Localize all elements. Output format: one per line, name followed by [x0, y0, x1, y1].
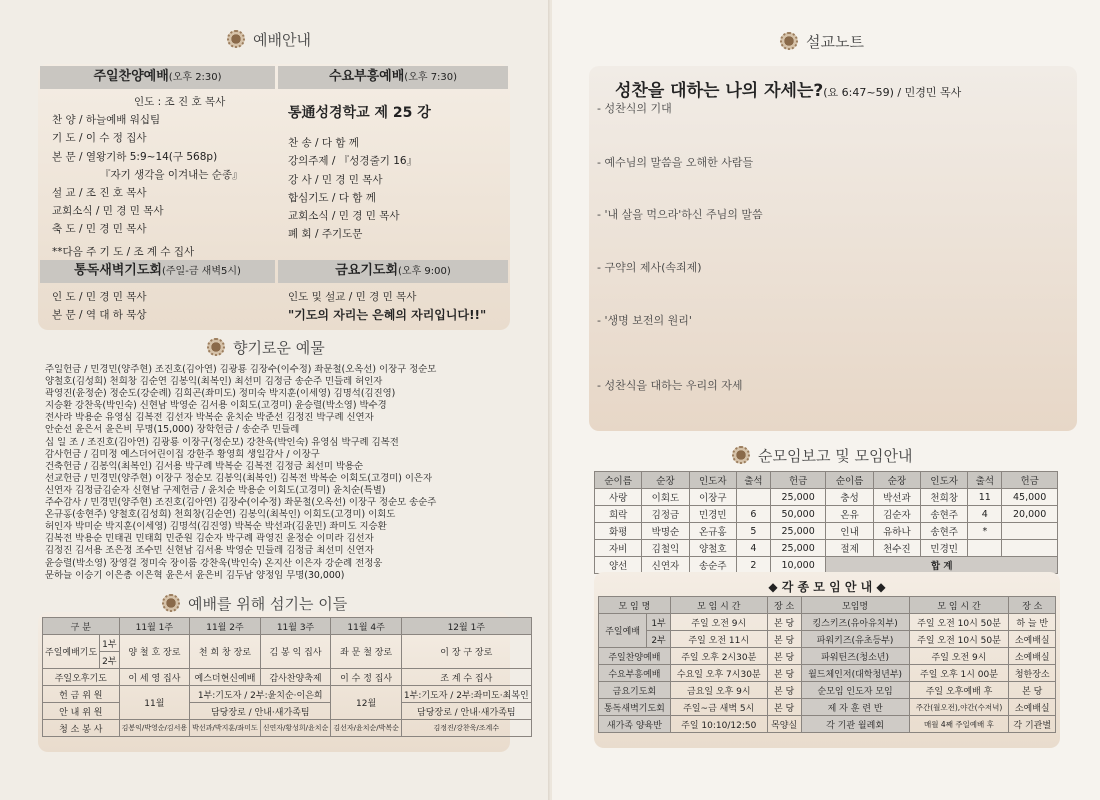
- sermon-point: - 성찬식의 기대: [597, 102, 672, 115]
- servers-header-cell: 11월 3주: [260, 618, 331, 635]
- groups-cell: 김순자: [873, 506, 920, 523]
- meetings-cell: 주일 오전 10시 50분: [909, 631, 1009, 648]
- groups-cell: 이장구: [689, 489, 736, 506]
- meetings-table: [598, 596, 1056, 733]
- servers-cell: 예스더현신예배: [190, 669, 261, 686]
- wednesday-header: [278, 66, 508, 89]
- sunday-line: 기 도 / 이 수 정 집사: [52, 132, 147, 145]
- meetings-cell: 소예배실: [1009, 631, 1056, 648]
- wednesday-title: 수요부흥예배: [328, 69, 405, 84]
- meetings-cell: 금요일 오후 9시: [670, 682, 767, 699]
- sermon-point: - '생명 보전의 원리': [597, 314, 692, 327]
- servers-cell: 신연자/황성희/윤치순: [260, 720, 331, 737]
- friday-quote: "기도의 자리는 은혜의 자리입니다!!": [288, 308, 487, 323]
- groups-cell: 충성: [826, 489, 873, 506]
- offering-line: 김정진 김서용 조은정 조수민 신현남 김서용 박영순 민들레 김정금 최선미 신연자: [45, 545, 374, 557]
- groups-cell: 25,000: [770, 540, 826, 557]
- flower-icon: [225, 28, 247, 50]
- meetings-cell: 주일 오후 1시 00분: [909, 665, 1009, 682]
- meetings-cell: 금요기도회: [599, 682, 671, 699]
- worship-title-text: 예배안내: [253, 30, 311, 49]
- groups-cell: 자비: [595, 540, 642, 557]
- sunday-order: [52, 93, 243, 261]
- meetings-cell: 목양실: [767, 716, 801, 733]
- meetings-header-cell: 모 임 시 간: [909, 597, 1009, 614]
- groups-cell: 박선과: [873, 489, 920, 506]
- offering-title-text: 향기로운 예물: [233, 338, 325, 357]
- meetings-cell: 주일 오전 9시: [670, 614, 767, 631]
- offering-line: 김복전 박용순 민태권 민태희 민준원 김순자 박구례 곽영진 윤정순 이미라 김선자: [45, 533, 374, 545]
- servers-month: 11월: [119, 686, 190, 720]
- groups-header-cell: 순장: [642, 472, 689, 489]
- sunday-line: 『자기 생각을 이겨내는 순종』: [100, 168, 243, 181]
- offering-line: 건축헌금 / 김봉익(최복인) 김서용 박구례 박복순 김복전 김정금 최선미 박용순: [45, 460, 364, 472]
- sunday-line: **다음 주 기 도 / 조 계 수 집사: [52, 245, 195, 258]
- dawn-line: 본 문 / 역 대 하 묵상: [52, 309, 147, 322]
- meetings-cell: 수요일 오후 7시30분: [670, 665, 767, 682]
- meetings-cell: 매월 4째 주일예배 후: [909, 716, 1009, 733]
- servers-cell: 박선과/박지훈/좌미도: [190, 720, 261, 737]
- friday-time: (오후 9:00): [398, 266, 451, 277]
- groups-cell: 인내: [826, 523, 873, 540]
- groups-header-cell: 순이름: [595, 472, 642, 489]
- meetings-cell: 본 당: [767, 699, 801, 716]
- meetings-cell: 주일~금 새벽 5시: [670, 699, 767, 716]
- offering-line: 온규홍(송현주) 양철호(김성희) 천희창(김순연) 김봉익(최복인) 이회도(고경미) 이회도: [45, 509, 396, 521]
- groups-header-cell: 헌금: [770, 472, 826, 489]
- groups-cell: 희락: [595, 506, 642, 523]
- groups-header-cell: 출석: [736, 472, 770, 489]
- servers-row-label: 청 소 봉 사: [43, 720, 120, 737]
- groups-row: [595, 506, 1058, 523]
- friday-line: 인도 및 설교 / 민 경 민 목사: [288, 291, 417, 303]
- servers-title-text: 예배를 위해 섬기는 이들: [188, 594, 348, 613]
- servers-cell: 이 장 구 장로: [401, 635, 531, 669]
- groups-cell: 이회도: [642, 489, 689, 506]
- servers-sub-label: 1부: [100, 635, 119, 652]
- flower-icon: [160, 592, 182, 614]
- meetings-header-cell: 장 소: [767, 597, 801, 614]
- servers-header-cell: 11월 2주: [190, 618, 261, 635]
- servers-row-label: 주일오후기도: [43, 669, 120, 686]
- offering-line: 신연자 김정금김순자 신현남 구제헌금 / 윤치순 박용순 이회도(고경미) 윤치순(특별): [45, 484, 386, 496]
- servers-cell: 감사찬양축제: [260, 669, 331, 686]
- meetings-cell: 순모임 인도자 모임: [801, 682, 909, 699]
- meetings-cell: 새가족 양육반: [599, 716, 671, 733]
- flower-icon: [205, 336, 227, 358]
- sunday-title: 주일찬양예배: [93, 69, 169, 84]
- sunday-header: [40, 66, 275, 89]
- servers-header-cell: 11월 4주: [331, 618, 402, 635]
- servers-row-label: 헌 금 위 원: [43, 686, 120, 703]
- servers-cell: 이 수 정 집사: [331, 669, 402, 686]
- groups-row: [595, 489, 1058, 506]
- servers-table: [42, 617, 532, 737]
- groups-header-cell: 순장: [873, 472, 920, 489]
- meetings-cell: 주일 오후예배 후: [909, 682, 1009, 699]
- meetings-cell: 본 당: [767, 631, 801, 648]
- meetings-cell: 청한장소: [1009, 665, 1056, 682]
- wednesday-heading: 통通성경학교 제 25 강: [288, 105, 431, 121]
- offering-section-title: [205, 336, 325, 358]
- meetings-cell: 주일찬양예배: [599, 648, 671, 665]
- sermon-title: [615, 76, 961, 101]
- meetings-header-cell: 모 임 시 간: [670, 597, 767, 614]
- sunday-line: 본 문 / 열왕기하 5:9~14(구 568p): [52, 150, 218, 163]
- sermon-reference: (요 6:47~59) / 민경민 목사: [823, 86, 962, 99]
- groups-cell: 유하나: [873, 523, 920, 540]
- wednesday-line: 강 사 / 민 경 민 목사: [288, 173, 383, 186]
- offering-list: [45, 364, 510, 582]
- groups-cell: 박명순: [642, 523, 689, 540]
- meetings-cell: 본 당: [767, 665, 801, 682]
- meetings-cell: 수요부흥예배: [599, 665, 671, 682]
- offering-line: 감사헌금 / 김미정 예스더어린이집 강한주 황영희 생일감사 / 이장구: [45, 448, 320, 460]
- wednesday-time: (오후 7:30): [404, 72, 458, 83]
- groups-cell: [1002, 523, 1058, 540]
- offering-line: 윤승렬(박소영) 장영걸 정미숙 장이룸 강찬욱(박인숙) 온지산 이은자 강순례 전정웅: [45, 557, 383, 569]
- groups-cell: 45,000: [1002, 489, 1058, 506]
- flower-icon: [778, 30, 800, 52]
- meetings-cell: 킹스키즈(유아유치부): [801, 614, 909, 631]
- meetings-cell: 통독새벽기도회: [599, 699, 671, 716]
- sunday-line: 축 도 / 민 경 민 목사: [52, 223, 147, 236]
- servers-cell: 1부:기도자 / 2부:좌미도·최복인: [401, 686, 531, 703]
- groups-cell: 5: [736, 523, 770, 540]
- groups-title-text: 순모임보고 및 모임안내: [758, 446, 913, 465]
- groups-cell: 2: [736, 557, 770, 574]
- meetings-cell: 본 당: [767, 648, 801, 665]
- meetings-cell: 파워키즈(유초등부): [801, 631, 909, 648]
- groups-header-cell: 인도자: [689, 472, 736, 489]
- servers-cell: 양 철 호 장로: [119, 635, 190, 669]
- wednesday-line: 합심기도 / 다 함 께: [288, 191, 376, 204]
- servers-cell: 김정진/강찬욱/조계수: [401, 720, 531, 737]
- sunday-line: 교회소식 / 민 경 민 목사: [52, 205, 164, 218]
- groups-cell: 천수진: [873, 540, 920, 557]
- wednesday-line: 찬 송 / 다 함 께: [288, 137, 359, 150]
- servers-section-title: [160, 592, 347, 614]
- servers-header-cell: 12월 1주: [401, 618, 531, 635]
- dawn-line: 인 도 / 민 경 민 목사: [52, 291, 147, 303]
- servers-row-label: 주일예배기도: [43, 635, 100, 669]
- friday-order: [288, 288, 486, 324]
- meetings-header-cell: 장 소: [1009, 597, 1056, 614]
- groups-cell: [736, 489, 770, 506]
- flower-icon: [730, 444, 752, 466]
- servers-cell: 좌 문 철 장로: [331, 635, 402, 669]
- servers-sub-label: 2부: [100, 652, 119, 669]
- meetings-cell: 주일 오후 2시30분: [670, 648, 767, 665]
- groups-section-title: [730, 444, 912, 466]
- offering-line: 곽영진(윤정순) 정순도(강순례) 김희곤(좌미도) 정미숙 박지훈(이세영) 김명석(김진영): [45, 388, 396, 400]
- servers-cell: 조 계 수 집사: [401, 669, 531, 686]
- meetings-cell: 본 당: [767, 682, 801, 699]
- groups-cell: 양철호: [689, 540, 736, 557]
- meetings-cell: 소예배실: [1009, 648, 1056, 665]
- offering-line: 문하늘 이승기 이은총 이은혁 윤은서 윤은비 김두남 양정임 무명(30,000): [45, 569, 345, 581]
- servers-month: 12월: [331, 686, 402, 720]
- meetings-cell: 주일 10:10/12:50: [670, 716, 767, 733]
- meetings-cell: 월드체인저(대학청년부): [801, 665, 909, 682]
- servers-cell: 천 희 창 장로: [190, 635, 261, 669]
- groups-cell: 민경민: [689, 506, 736, 523]
- sermon-notes-box: [589, 66, 1077, 431]
- offering-line: 전사라 박용순 유영심 김복전 김선자 박복순 윤치순 박준선 김정진 박구례 신연자: [45, 412, 374, 424]
- groups-header-cell: 헌금: [1002, 472, 1058, 489]
- servers-header-cell: 11월 1주: [119, 618, 190, 635]
- groups-total: 합 계: [826, 557, 1058, 574]
- offering-line: 십 일 조 / 조진호(김아연) 김광룡 이장구(정순모) 강찬욱(박인숙) 유영심 박구례 김복전: [45, 436, 399, 448]
- meetings-cell: 1부: [647, 614, 671, 631]
- groups-cell: 송현주: [921, 506, 968, 523]
- meetings-cell: 파워틴즈(청소년): [801, 648, 909, 665]
- meetings-title: ◆ 각 종 모 임 안 내 ◆: [768, 580, 886, 594]
- sunday-time: (오후 2:30): [168, 72, 222, 83]
- groups-cell: 50,000: [770, 506, 826, 523]
- meetings-cell: 본 당: [767, 614, 801, 631]
- worship-section-title: [225, 28, 311, 50]
- groups-cell: 25,000: [770, 489, 826, 506]
- servers-cell: 김선자/윤치순/박복순: [331, 720, 402, 737]
- groups-cell: 20,000: [1002, 506, 1058, 523]
- meetings-cell: 하 늘 반: [1009, 614, 1056, 631]
- groups-cell: [1002, 540, 1058, 557]
- meetings-cell: 주일예배: [599, 614, 647, 648]
- dawn-order: [52, 288, 147, 324]
- sunday-line: 찬 양 / 하늘예배 워십팀: [52, 114, 161, 127]
- sermon-point: - 구약의 제사(속죄제): [597, 261, 702, 274]
- dawn-time: (주일-금 새벽5시): [161, 266, 241, 277]
- groups-cell: 양선: [595, 557, 642, 574]
- groups-cell: 25,000: [770, 523, 826, 540]
- friday-title: 금요기도회: [335, 263, 399, 278]
- meetings-cell: 주일 오전 10시 50분: [909, 614, 1009, 631]
- groups-cell: 11: [968, 489, 1002, 506]
- groups-cell: 신연자: [642, 557, 689, 574]
- groups-cell: 천희창: [921, 489, 968, 506]
- groups-cell: 6: [736, 506, 770, 523]
- friday-header: [278, 260, 508, 283]
- meetings-cell: 각 기관별: [1009, 716, 1056, 733]
- groups-header-cell: 출석: [968, 472, 1002, 489]
- sunday-line: 설 교 / 조 진 호 목사: [52, 187, 147, 200]
- meetings-header-cell: 모임명: [801, 597, 909, 614]
- offering-line: 지승환 강찬욱(박인숙) 신현남 박영순 김서용 이회도(고경미) 윤승렬(박소영) 박수경: [45, 400, 387, 412]
- servers-cell: 이 세 영 집사: [119, 669, 190, 686]
- groups-cell: 4: [736, 540, 770, 557]
- sermon-point: - 예수님의 말씀을 오해한 사람들: [597, 156, 754, 169]
- groups-row: [595, 523, 1058, 540]
- groups-cell: 온규홍: [689, 523, 736, 540]
- groups-cell: 민경민: [921, 540, 968, 557]
- groups-cell: 온유: [826, 506, 873, 523]
- meetings-cell: 본 당: [1009, 682, 1056, 699]
- offering-line: 허인자 박미순 박지훈(이세영) 김명석(김진영) 박복순 박선과(김윤민) 좌미도 지승환: [45, 521, 387, 533]
- offering-line: 선교헌금 / 민경민(양주현) 이장구 정순모 김봉익(최복인) 김복전 박복순 이회도(고경미) 이은자: [45, 472, 433, 484]
- groups-cell: 화평: [595, 523, 642, 540]
- groups-cell: 김정금: [642, 506, 689, 523]
- servers-cell: 김 봉 익 집사: [260, 635, 331, 669]
- servers-row-label: 안 내 위 원: [43, 703, 120, 720]
- meetings-cell: 소예배실: [1009, 699, 1056, 716]
- groups-cell: 송순주: [689, 557, 736, 574]
- meetings-cell: 주일 오전 9시: [909, 648, 1009, 665]
- meetings-cell: 2부: [647, 631, 671, 648]
- servers-cell: 김봉익/박영순/김서용: [119, 720, 190, 737]
- offering-line: 안순선 윤은서 윤은비 무명(15,000) 장학헌금 / 송순주 민들레: [45, 424, 300, 436]
- groups-cell: 사랑: [595, 489, 642, 506]
- servers-cell: 담당장로 / 안내·새가족팀: [190, 703, 331, 720]
- groups-cell: 절제: [826, 540, 873, 557]
- sermon-point: - 성찬식을 대하는 우리의 자세: [597, 379, 743, 392]
- groups-cell: [968, 540, 1002, 557]
- groups-cell: 김철익: [642, 540, 689, 557]
- notes-section-title: [778, 30, 864, 52]
- offering-line: 양철호(김성희) 천희창 김순연 김봉익(최복인) 최선미 김정금 송순주 민들레 허인자: [45, 376, 383, 388]
- servers-cell: 1부:기도자 / 2부:윤치순·이은희: [190, 686, 331, 703]
- dawn-header: [40, 260, 275, 283]
- meetings-header-cell: 모 임 명: [599, 597, 671, 614]
- meetings-cell: 각 기관 월례회: [801, 716, 909, 733]
- wednesday-line: 강의주제 / 『성경줄기 16』: [288, 155, 418, 168]
- servers-cell: 담당장로 / 안내·새가족팀: [401, 703, 531, 720]
- groups-cell: 송현주: [921, 523, 968, 540]
- sunday-line: 인도 : 조 진 호 목사: [134, 96, 226, 108]
- sermon-title-text: 성찬을 대하는 나의 자세는?: [615, 81, 824, 101]
- groups-table: [594, 471, 1058, 574]
- meetings-cell: 주간(월오전),야간(수저녁): [909, 699, 1009, 716]
- groups-row: [595, 557, 1058, 574]
- wednesday-order: [288, 104, 431, 243]
- dawn-title: 통독새벽기도회: [74, 263, 162, 278]
- groups-cell: 10,000: [770, 557, 826, 574]
- sermon-point: - '내 살을 먹으라'하신 주님의 말씀: [597, 208, 763, 221]
- wednesday-line: 폐 회 / 주기도문: [288, 228, 363, 241]
- groups-cell: 4: [968, 506, 1002, 523]
- meetings-cell: 제 자 훈 련 반: [801, 699, 909, 716]
- groups-header-cell: 인도자: [921, 472, 968, 489]
- meetings-cell: 주일 오전 11시: [670, 631, 767, 648]
- groups-header-cell: 순이름: [826, 472, 873, 489]
- groups-row: [595, 540, 1058, 557]
- wednesday-line: 교회소식 / 민 경 민 목사: [288, 210, 400, 223]
- offering-line: 주수감사 / 민경민(양주현) 조진호(김아연) 김장수(이수정) 좌문철(오옥선) 이장구 정순모 송순주: [45, 497, 437, 509]
- servers-header-cell: 구 분: [43, 618, 120, 635]
- offering-line: 주일헌금 / 민경민(양주현) 조진호(김아연) 김광룡 김장수(이수정) 좌문철(오옥선) 이장구 정순모: [45, 364, 437, 375]
- groups-cell: *: [968, 523, 1002, 540]
- notes-title-text: 설교노트: [806, 32, 864, 51]
